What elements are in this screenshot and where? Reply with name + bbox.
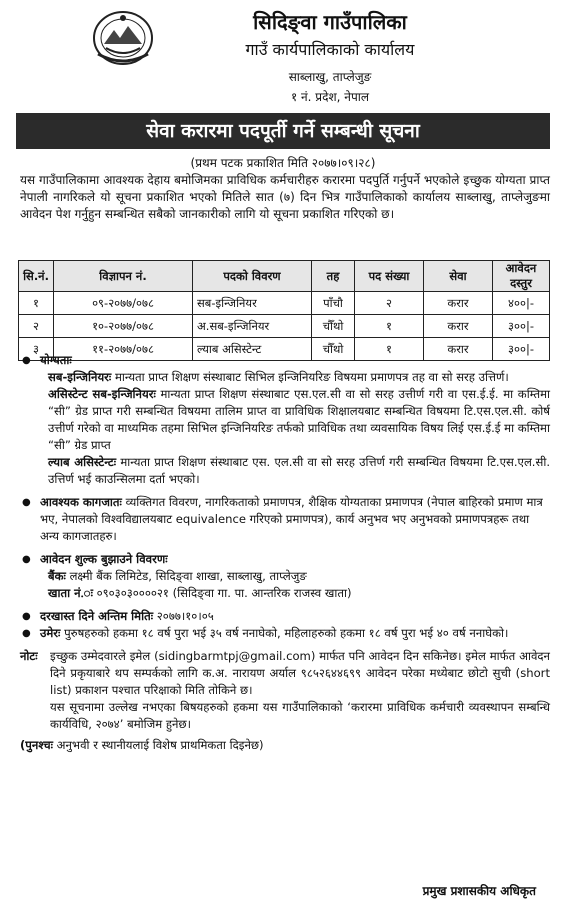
notice-title-banner: सेवा करारमा पदपूर्ती गर्ने सम्बन्धी सूचना [16, 113, 550, 149]
documents-text: व्यक्तिगत विवरण, नागरिकताको प्रमाणपत्र, शैक्षिक योग्यताका प्रमाणपत्र (नेपाल बाहिरको प्रमाण मात्र भए, नेपालको विश्वविद्यालयबाट equivalence गरिएको प्रमाणपत्र), कार्य अनुभव भए अनुभवको प्रमाणपत्रहरू तथा अन्य कागजातहरु। [40, 495, 543, 543]
col-header: सेवा [424, 261, 493, 292]
qualifications-section [20, 352, 550, 369]
qualification-label: असिस्टेन्ट सब-इन्जिनियरः [48, 387, 156, 401]
table-header-row [19, 261, 550, 292]
office-name: गाउँ कार्यपालिकाको कार्यालय [245, 40, 415, 59]
vacancy-table [18, 260, 550, 361]
table-cell: चौँथो [312, 338, 355, 361]
table-cell: पाँचौ [312, 292, 355, 315]
col-header: तह [312, 261, 355, 292]
signature-title: प्रमुख प्रशासकीय अधिकृत [422, 884, 536, 898]
age-section [20, 625, 550, 642]
col-header: आवेदन दस्तुर [493, 261, 550, 292]
qualification-item [20, 386, 550, 454]
documents-section [20, 494, 550, 545]
table-cell: १ [355, 338, 424, 361]
qualification-label: ल्याब असिस्टेन्टः [48, 455, 117, 469]
note-label: नोटः [20, 649, 38, 663]
qualification-text: मान्यता प्राप्त शिक्षण संस्थाबाट एस. एल.सी वा सो सरह उत्तिर्ण गरी सम्बन्धित विषयमा टि.एस.एल.सी. उत्तिर्ण भई काउन्सिलमा दर्ता भएको। [48, 455, 551, 486]
table-cell: करार [424, 292, 493, 315]
table-row [19, 315, 550, 338]
table-cell: ३ [19, 338, 54, 361]
note-text: यस सूचनामा उल्लेख नभएका बिषयहरुको हकमा यस गाउँपालिकाको ‘करारमा प्राविधिक कर्मचारी व्यवस्थापन सम्बन्धि कार्यविधि, २०७४’ बमोजिम हुनेछ। [50, 700, 550, 731]
age-text: पुरुषहरुको हकमा १८ वर्ष पुरा भई ३५ वर्ष ननाघेको, महिलाहरुको हकमा १८ वर्ष पुरा भई ४० वर्ष ननाघेको। [64, 626, 509, 640]
table-cell: २ [19, 315, 54, 338]
table-cell: करार [424, 315, 493, 338]
account-text: ०९०३०३००००२१ (सिदिङ्वा गा. पा. आन्तरिक राजस्व खाता) [96, 586, 352, 600]
account-line [20, 585, 550, 602]
qualification-label: सब-इन्जिनियरः [48, 370, 112, 384]
addendum-text: अनुभवी र स्थानीयलाई विशेष प्राथमिकता दिइनेछ) [56, 738, 264, 752]
col-header: पदको विवरण [193, 261, 312, 292]
table-cell: करार [424, 338, 493, 361]
notice-body [20, 352, 550, 754]
letterhead [0, 0, 566, 115]
section-title: आवेदन शुल्क बुझाउने विवरणः [40, 552, 168, 566]
qualification-text: मान्यता प्राप्त शिक्षण संस्थाबाट एस.एल.सी वा सो सरह उत्तीर्ण गरी वा एस.ई.ई. मा कम्तिमा “सी” ग्रेड प्राप्त गरी सम्बन्धित विषयमा तालिम प्राप्त वा प्राविधिक शिक्षालयबाट सम्बन्धित विषयमा टि.एस.एल.सी. कोर्ष उत्तीर्ण गरेको वा माध्यमिक तहमा सिभिल इन्जिनियरिङ तर्फको प्राविधिक तथा व्यवसायिक विषय लिई एस.ई.ई मा कम्तिमा “सी” ग्रेड प्राप्त [48, 387, 551, 452]
bank-label: बैंकः [48, 569, 66, 583]
table-cell: ०९-२०७७/०७८ [54, 292, 193, 315]
table-cell: १ [355, 315, 424, 338]
table-row [19, 292, 550, 315]
intro-paragraph: यस गाउँपालिकामा आवश्यक देहाय बमोजिमका प्राविधिक कर्मचारीहरु करारमा पदपुर्ति गर्नुपर्ने भएकोले इच्छुक योग्यता प्राप्त नेपाली नागरिकले यो सूचना प्रकाशित भएको मितिले सात (७) दिन भित्र गाउँपालिकाको कार्यालय साब्लाखु, ताप्लेजुङमा आवेदन पेश गर्नुहुन सम्बन्धित सबैको जानकारीको लागि यो सूचना प्रकाशित गरिएको छ। [20, 173, 550, 221]
section-title: दरखास्त दिने अन्तिम मितिः [40, 609, 154, 623]
section-title: उमेरः [40, 626, 61, 640]
fee-section [20, 551, 550, 568]
province: १ नं. प्रदेश, नेपाल [290, 90, 370, 104]
qualification-item [20, 454, 550, 488]
table-cell: ११-२०७७/०७८ [54, 338, 193, 361]
table-cell: चौँथो [312, 315, 355, 338]
office-address: साब्लाखु, ताप्लेजुङ [288, 70, 372, 84]
deadline-section [20, 608, 550, 625]
publication-date: (प्रथम पटक प्रकाशित मिति २०७७।०९।२८) [190, 156, 376, 170]
col-header: विज्ञापन नं. [54, 261, 193, 292]
section-title: योग्यताः [40, 353, 72, 367]
section-title: आवश्यक कागजातः [40, 495, 122, 509]
addendum-label: (पुनश्चः [20, 738, 53, 752]
deadline-date: २०७७।१०।०५ [156, 609, 214, 623]
qualification-text: मान्यता प्राप्त शिक्षण संस्थाबाट सिभिल इन्जिनियरिङ विषयमा प्रमाणपत्र तह वा सो सरह उत्तिर्ण। [114, 370, 509, 384]
table-cell: अ.सब-इन्जिनियर [193, 315, 312, 338]
account-label: खाता नं.ः [48, 586, 93, 600]
table-cell: ४००|- [493, 292, 550, 315]
addendum [20, 737, 550, 754]
table-cell: ३००|- [493, 338, 550, 361]
table-cell: ३००|- [493, 315, 550, 338]
table-cell: १ [19, 292, 54, 315]
table-cell: सब-इन्जिनियर [193, 292, 312, 315]
bank-line [20, 568, 550, 585]
note-text: इच्छुक उम्मेदवारले इमेल (sidingbarmtpj@gmail.com) मार्फत पनि आवेदन दिन सकिनेछ। इमेल मार्फत आवेदन दिने प्रकृयाबारे थप सम्पर्कको लागि क.अ. नारायण अर्याल ९८५२६४४६९९ आवेदन परेका मध्येबाट छोटो सुची (short list) प्रकाशन पश्चात परिक्षाको मिति तोकिने छ। [50, 649, 550, 697]
col-header: सि.नं. [19, 261, 54, 292]
note-section [20, 648, 550, 733]
col-header: पद संख्या [355, 261, 424, 292]
org-name: सिदिङ्वा गाउँपालिका [253, 10, 407, 34]
nepal-emblem-icon [92, 8, 154, 66]
qualification-item [20, 369, 550, 386]
table-cell: १०-२०७७/०७८ [54, 315, 193, 338]
table-cell: ल्याब असिस्टेन्ट [193, 338, 312, 361]
table-cell: २ [355, 292, 424, 315]
bank-text: लक्ष्मी बैंक लिमिटेड, सिदिङ्वा शाखा, साब्लाखु, ताप्लेजुङ [69, 569, 307, 583]
